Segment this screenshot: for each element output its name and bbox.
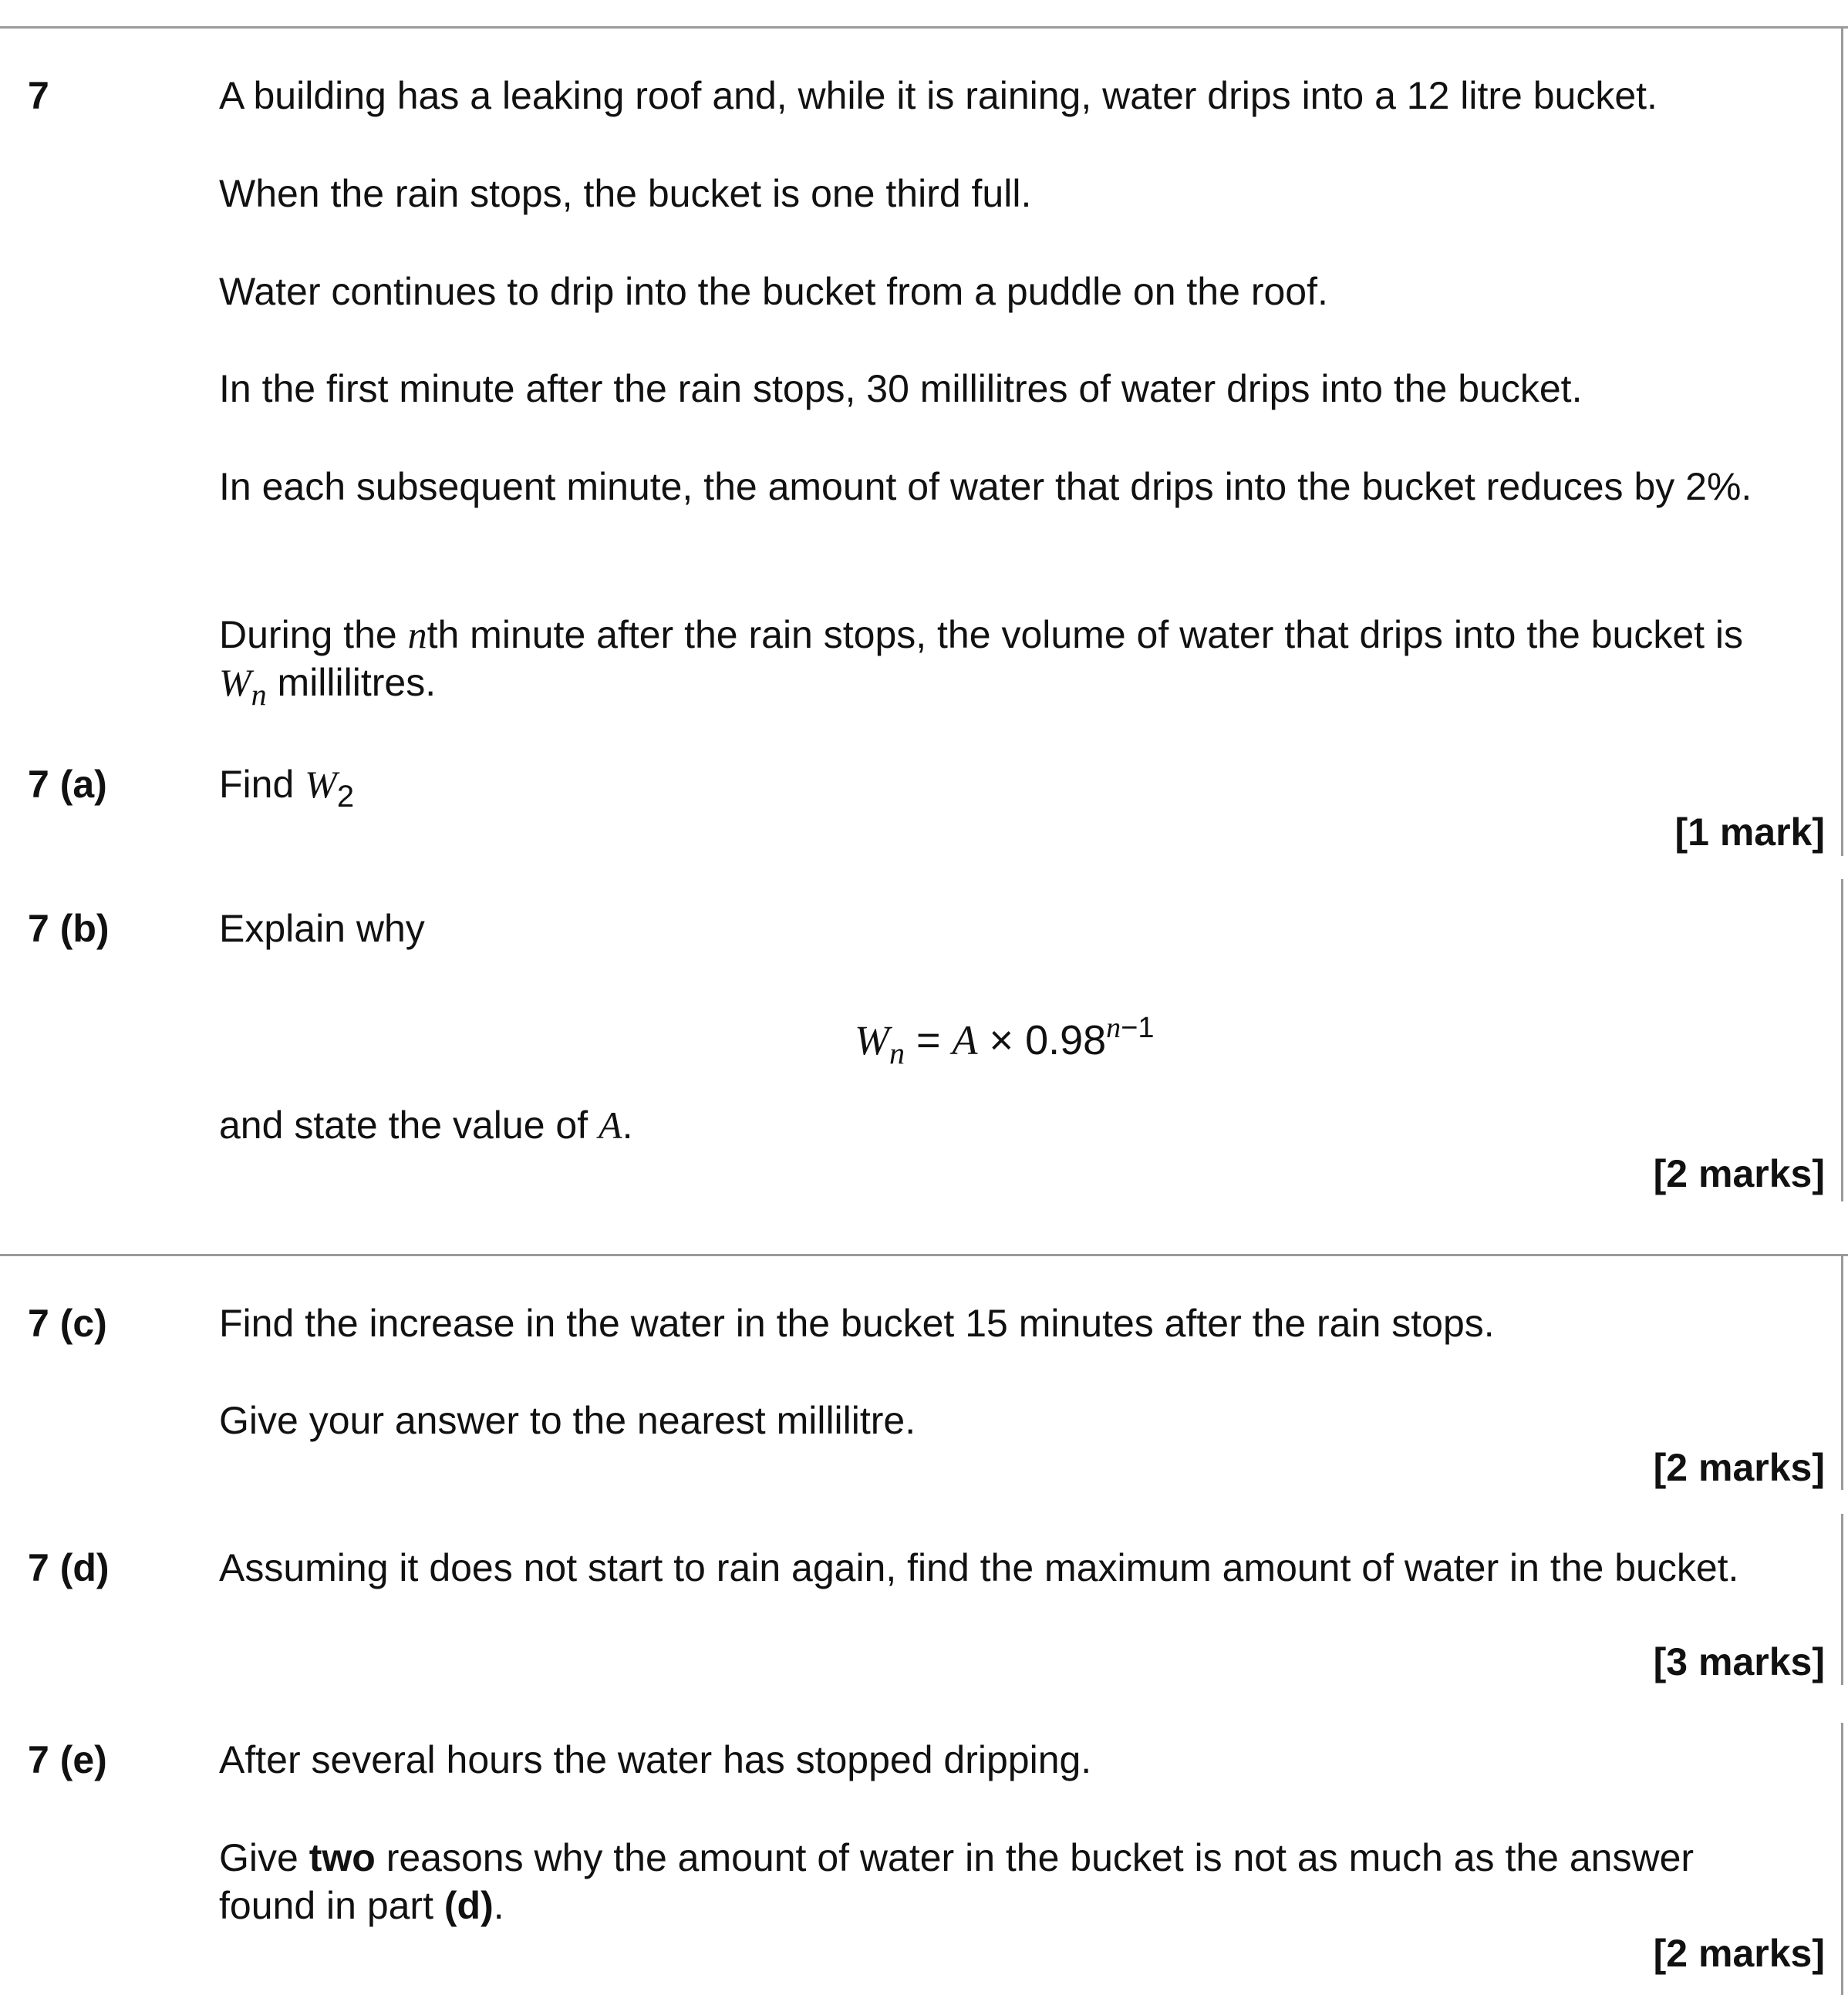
part-e-text2-b: reasons why the amount of water in the bucket is not as much as the answer found in part bbox=[219, 1836, 1695, 1927]
part-e-marks: [2 marks] bbox=[1653, 1932, 1825, 1975]
stem-p3: Water continues to drip into the bucket from a puddle on the roof. bbox=[219, 270, 1328, 313]
part-a-find: Find bbox=[219, 763, 305, 806]
formula-subscript: n bbox=[889, 1036, 905, 1070]
stem-p6-part1: During the bbox=[219, 613, 408, 656]
variable-W: W bbox=[219, 661, 251, 704]
right-rule-1 bbox=[1841, 26, 1843, 856]
right-rule-5 bbox=[1841, 1723, 1843, 1995]
part-c-text1: Find the increase in the water in the bucket 15 minutes after the rain stops. bbox=[219, 1302, 1495, 1345]
formula-exponent bbox=[1106, 1012, 1154, 1044]
part-e-text2 bbox=[219, 1834, 1746, 1929]
stem-p6-part2: th minute after the rain stops, the volume of water that drips into the bucket is bbox=[427, 613, 1744, 656]
stem-p4: In the first minute after the rain stops, 30 millilitres of water drips into the bucket. bbox=[219, 367, 1583, 410]
part-a-subscript: 2 bbox=[336, 780, 355, 814]
part-d-label: 7 (d) bbox=[28, 1546, 110, 1589]
variable-n: n bbox=[407, 613, 427, 656]
part-b-label: 7 (b) bbox=[28, 907, 110, 950]
question-number: 7 bbox=[28, 74, 49, 117]
part-b-formula bbox=[855, 1001, 1155, 1080]
part-b-text2-b: . bbox=[622, 1104, 633, 1147]
part-a-label: 7 (a) bbox=[28, 763, 107, 806]
stem-p6-part3: millilitres. bbox=[266, 661, 437, 704]
formula-W: W bbox=[855, 1017, 889, 1063]
right-rule-4 bbox=[1841, 1514, 1843, 1685]
part-c-marks: [2 marks] bbox=[1653, 1446, 1825, 1489]
part-a-W: W bbox=[305, 763, 337, 806]
exponent-minus-one: −1 bbox=[1121, 1012, 1155, 1044]
part-e-two: two bbox=[309, 1836, 376, 1879]
formula-times: × 0.98 bbox=[977, 1017, 1107, 1063]
formula-A: A bbox=[952, 1017, 978, 1063]
page-break-rule bbox=[0, 1254, 1848, 1256]
stem-p6 bbox=[219, 611, 1785, 719]
part-d-marks: [3 marks] bbox=[1653, 1640, 1825, 1683]
part-e-text2-a: Give bbox=[219, 1836, 309, 1879]
stem-p5: In each subsequent minute, the amount of water that drips into the bucket reduces by 2%. bbox=[219, 465, 1752, 508]
part-e-label: 7 (e) bbox=[28, 1738, 107, 1781]
subscript-n: n bbox=[251, 677, 267, 712]
part-c-text2: Give your answer to the nearest millilitre. bbox=[219, 1399, 916, 1442]
stem-p1: A building has a leaking roof and, while it is raining, water drips into a 12 litre bucket. bbox=[219, 74, 1657, 117]
part-a-marks: [1 mark] bbox=[1674, 810, 1825, 854]
part-b-text2 bbox=[219, 1101, 1792, 1149]
part-d-text: Assuming it does not start to rain again, find the maximum amount of water in the bucket. bbox=[219, 1546, 1739, 1589]
part-e-part-ref: (d) bbox=[443, 1884, 494, 1927]
right-rule-3 bbox=[1841, 1254, 1843, 1490]
part-b-A: A bbox=[599, 1104, 622, 1147]
formula-equals: = bbox=[904, 1017, 953, 1063]
part-c-label: 7 (c) bbox=[28, 1302, 107, 1345]
part-e-text2-c: . bbox=[493, 1884, 504, 1927]
part-b-text2-a: and state the value of bbox=[219, 1104, 599, 1147]
part-a-text bbox=[219, 760, 1792, 821]
top-rule bbox=[0, 26, 1848, 29]
right-rule-2 bbox=[1841, 879, 1843, 1201]
exponent-n: n bbox=[1106, 1012, 1121, 1044]
stem-p2: When the rain stops, the bucket is one third full. bbox=[219, 172, 1032, 215]
part-b-text1: Explain why bbox=[219, 907, 425, 950]
part-e-text1: After several hours the water has stopped dripping. bbox=[219, 1738, 1092, 1781]
part-b-marks: [2 marks] bbox=[1653, 1152, 1825, 1195]
